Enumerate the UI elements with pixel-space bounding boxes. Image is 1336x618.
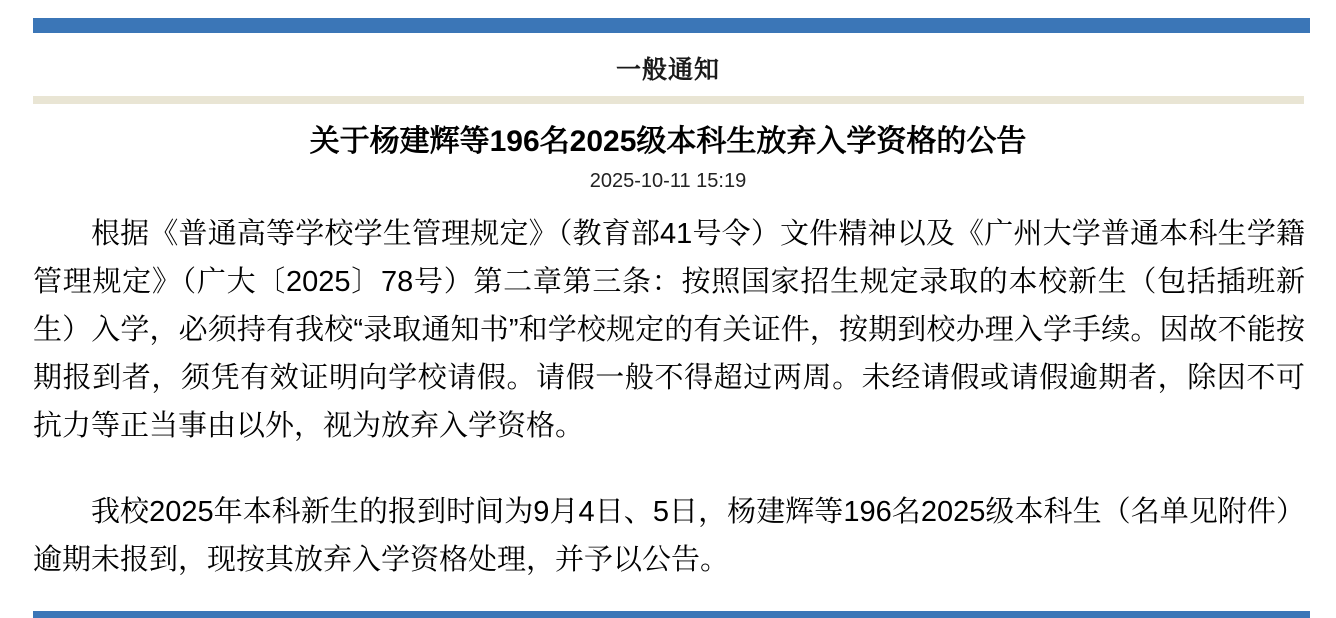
article-body xyxy=(33,210,1305,618)
article-paragraph: 我校2025年本科新生的报到时间为9月4日、5日，杨建辉等196名2025级本科生（名单见附件）逾期未报到，现按其放弃入学资格处理，并予以公告。 xyxy=(33,496,1305,576)
article-title: 关于杨建辉等196名2025级本科生放弃入学资格的公告 xyxy=(309,125,1027,158)
top-accent-bar xyxy=(33,18,1310,33)
article-paragraph: 根据《普通高等学校学生管理规定》（教育部41号令）文件精神以及《广州大学普通本科生学籍管理规定》（广大〔2025〕78号）第二章第三条：按照国家招生规定录取的本校新生（包括插班新生）入学，必须持有我校“录取通知书”和学校规定的有关证件，按期到校办理入学手续。因故不能按期报到者，须凭有效证明向学校请假。请假一般不得超过两周。未经请假或请假逾期者，除因不可抗力等正当事由以外，视为放弃入学资格。 xyxy=(33,218,1305,442)
article-date: 2025-10-11 15:19 xyxy=(589,170,747,192)
section-divider xyxy=(33,96,1304,104)
bottom-accent-bar xyxy=(33,611,1310,618)
category-title: 一般通知 xyxy=(615,56,720,84)
